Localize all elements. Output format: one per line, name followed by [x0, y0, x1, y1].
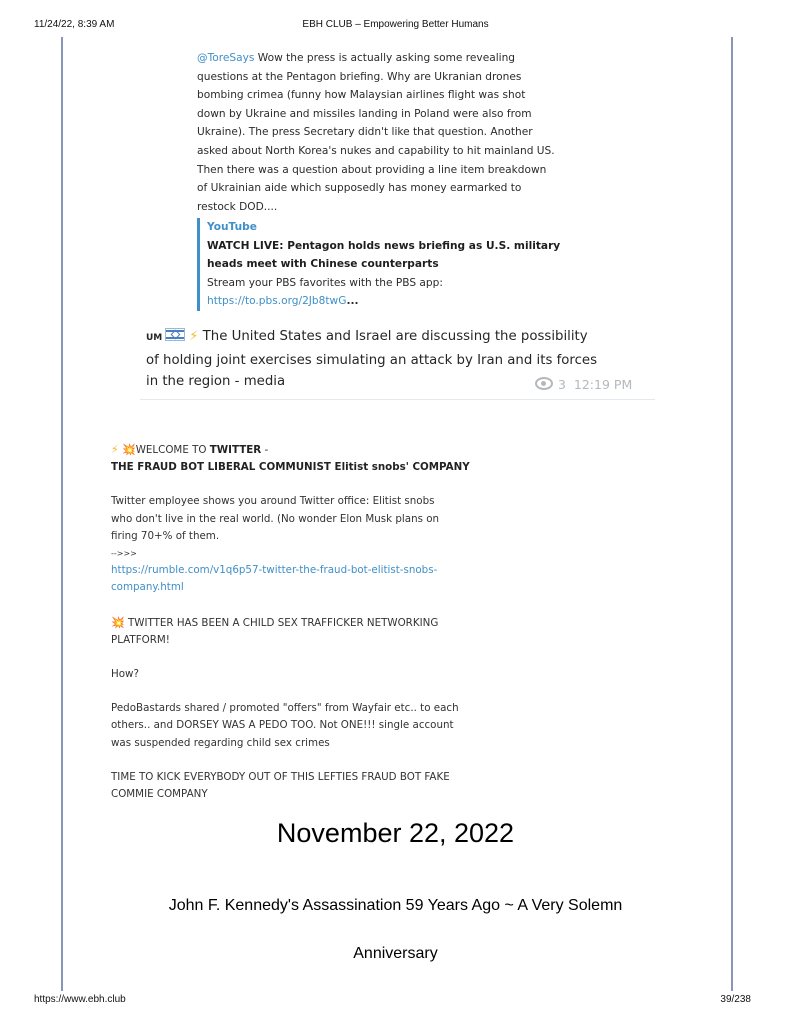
post-heading: ⚡ 💥WELCOME TO TWITTER -: [111, 443, 269, 456]
post-line: COMMIE COMPANY: [111, 788, 208, 801]
post-line: Twitter employee shows you around Twitter office: Elitist snobs: [111, 495, 435, 508]
article-subtitle-cont: Anniversary: [353, 945, 438, 962]
post-meta: [535, 377, 632, 392]
israel-flag-icon: [165, 328, 185, 341]
rumble-link[interactable]: https://rumble.com/v1q6p57-twitter-the-fraud-bot-elitist-snobs-: [111, 564, 438, 577]
post-line: TIME TO KICK EVERYBODY OUT OF THIS LEFTIES FRAUD BOT FAKE: [111, 770, 450, 783]
lightning-icon: ⚡: [189, 329, 199, 344]
telegram-post-israel: [146, 326, 597, 393]
lightning-icon: ⚡: [111, 443, 119, 456]
post-line: others.. and DORSEY WAS A PEDO TOO. Not ONE!!! single account: [111, 719, 454, 732]
post-line: PLATFORM!: [111, 633, 170, 646]
post-line: firing 70+% of them.: [111, 529, 220, 542]
telegram-post-twitter: [111, 441, 470, 803]
post-line: How?: [111, 668, 139, 681]
post-line: -->>>: [111, 549, 137, 559]
post-line: of Ukrainian aide which supposedly has money earmarked to: [197, 182, 522, 195]
print-page-number: 39/238: [720, 994, 751, 1005]
um-prefix: UM: [146, 333, 163, 343]
preview-description: Stream your PBS favorites with the PBS app:: [207, 276, 443, 289]
post-line: 💥 TWITTER HAS BEEN A CHILD SEX TRAFFICKER NETWORKING: [111, 615, 439, 629]
preview-link-line: https://to.pbs.org/2Jb8twG...: [207, 295, 359, 307]
post-line: @ToreSays Wow the press is actually asking some revealing: [197, 52, 516, 64]
post-line: Then there was a question about providing a line item breakdown: [197, 163, 547, 176]
rumble-link-cont[interactable]: company.html: [111, 581, 184, 594]
post-time: 12:19 PM: [573, 377, 633, 392]
eye-icon: [535, 377, 553, 390]
print-page-title: EBH CLUB – Empowering Better Humans: [302, 19, 489, 30]
preview-source: YouTube: [207, 221, 257, 233]
article-date-heading: November 22, 2022: [276, 818, 515, 848]
collision-icon: 💥: [111, 615, 125, 629]
post-line: was suspended regarding child sex crimes: [111, 736, 330, 749]
print-datetime: 11/24/22, 8:39 AM: [34, 19, 115, 30]
post-heading-line2: THE FRAUD BOT LIBERAL COMMUNIST Elitist snobs' COMPANY: [111, 461, 470, 474]
post-line: bombing crimea (funny how Malaysian airlines flight was shot: [197, 89, 526, 102]
post-line: UM ⚡ The United States and Israel are discussing the possibility: [146, 329, 588, 344]
post-line: Ukraine). The press Secretary didn't like that question. Another: [197, 126, 533, 139]
telegram-post-toresays: [197, 49, 555, 216]
post-line: who don't live in the real world. (No wonder Elon Musk plans on: [111, 512, 440, 525]
post-line: down by Ukraine and missiles landing in Poland were also from: [197, 107, 532, 120]
post-divider: [140, 399, 655, 400]
post-line: questions at the Pentagon briefing. Why are Ukranian drones: [197, 70, 522, 83]
post-line: asked about North Korea's nukes and capability to hit mainland US.: [197, 144, 555, 157]
collision-icon: 💥: [122, 443, 136, 456]
preview-title: heads meet with Chinese counterparts: [207, 258, 439, 270]
pbs-link[interactable]: https://to.pbs.org/2Jb8twG: [207, 295, 347, 307]
print-url: https://www.ebh.club: [34, 994, 126, 1005]
post-line: of holding joint exercises simulating an attack by Iran and its forces: [146, 352, 598, 368]
article-subtitle: John F. Kennedy's Assassination 59 Years Ago ~ A Very Solemn: [168, 897, 623, 914]
post-line: PedoBastards shared / promoted "offers" from Wayfair etc.. to each: [111, 702, 459, 715]
preview-title: WATCH LIVE: Pentagon holds news briefing as U.S. military: [207, 239, 561, 252]
post-line: restock DOD....: [197, 200, 278, 213]
view-count: 3: [558, 377, 566, 392]
mention-link[interactable]: @ToreSays: [197, 52, 255, 64]
post-line: in the region - media: [146, 374, 286, 389]
youtube-link-preview[interactable]: [197, 218, 560, 311]
